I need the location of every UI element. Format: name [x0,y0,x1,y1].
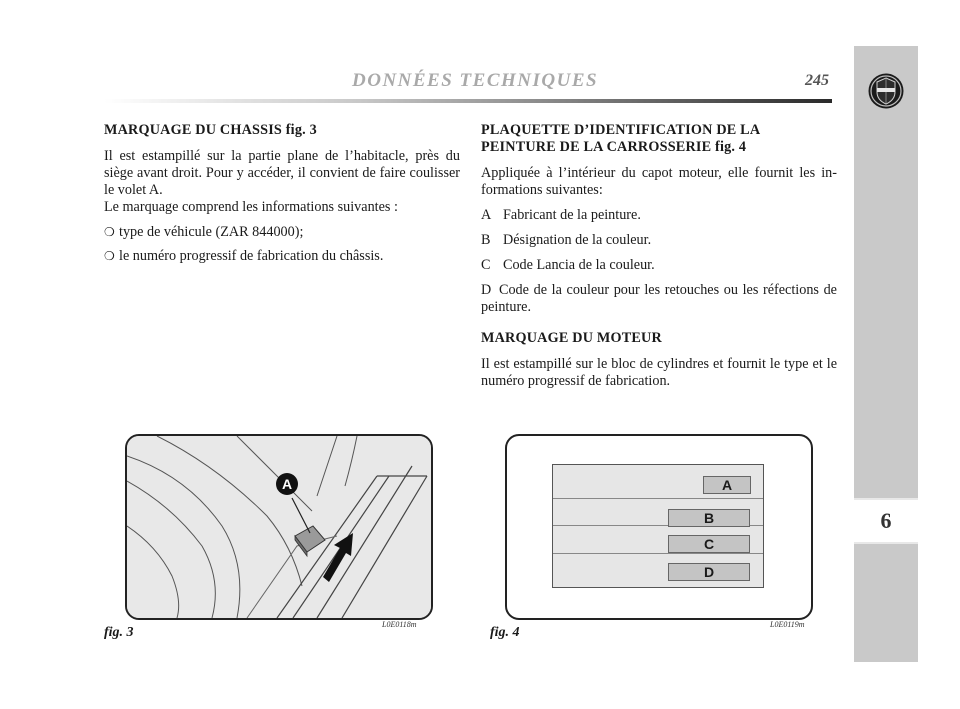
chapter-side-tab [854,46,918,662]
plate-label-a: A [703,476,751,494]
plate-label-b: B [668,509,750,527]
list-item [104,224,460,241]
item-key: B [481,232,491,248]
figure-4-code: L0E0119m [770,620,805,629]
figure-3-code: L0E0118m [382,620,417,629]
figure-4-caption: fig. 4 [490,625,520,640]
plate-label-d: D [668,563,750,581]
item-key: A [481,207,492,223]
section-title: DONNÉES TECHNIQUES [352,70,599,91]
lancia-logo-icon [867,72,905,110]
paint-plate-heading: PLAQUETTE D’IDENTIFICATION DE LA PEINTURE DE LA CARROSSERIE fig. 4 [481,122,760,155]
engine-paragraph: Il est estampillé sur le bloc de cylindres et fournit le type et le numéro progressif de fabrication. [481,356,837,389]
list-item [104,248,460,265]
left-column [104,122,460,272]
chassis-illustration [127,436,431,618]
callout-label-a: A [281,476,293,492]
item-text: Fabricant de la peinture. [503,207,641,223]
bullet-text: le numéro progressif de fabrication du châssis. [119,248,384,264]
figure-3-caption: fig. 3 [104,625,134,640]
engine-heading: MARQUAGE DU MOTEUR [481,330,662,346]
item-key: D [481,282,492,298]
page-number: 245 [805,72,829,89]
chassis-paragraph: Il est estampillé sur la partie plane de l’habitacle, près du siège avant droit. Pour y accéder, il convient de faire coulisser le volet A. [104,148,460,198]
list-item [481,232,837,249]
chassis-heading: MARQUAGE DU CHASSIS fig. 3 [104,122,317,138]
list-item [481,207,837,224]
right-column [481,122,837,398]
chassis-info-intro: Le marquage comprend les informations suivantes : [104,199,398,215]
paint-plate-intro: Appliquée à l’intérieur du capot moteur, elle fournit les in-formations suivantes: [481,165,837,198]
item-text: Code de la couleur pour les retouches ou les réfections de peinture. [481,282,837,315]
list-item [481,282,837,316]
circle-outline-icon: ❍ [104,225,115,239]
circle-outline-icon: ❍ [104,249,115,263]
header-rule [104,99,832,103]
plate-label-c: C [668,535,750,553]
item-text: Désignation de la couleur. [503,232,652,248]
item-key: C [481,257,491,273]
figure-paint-plate [505,434,813,620]
chapter-number: 6 [854,498,918,544]
figure-chassis-marking [125,434,433,620]
bullet-text: type de véhicule (ZAR 844000); [119,224,304,240]
item-text: Code Lancia de la couleur. [503,257,655,273]
paint-plate [552,464,764,588]
list-item [481,257,837,274]
